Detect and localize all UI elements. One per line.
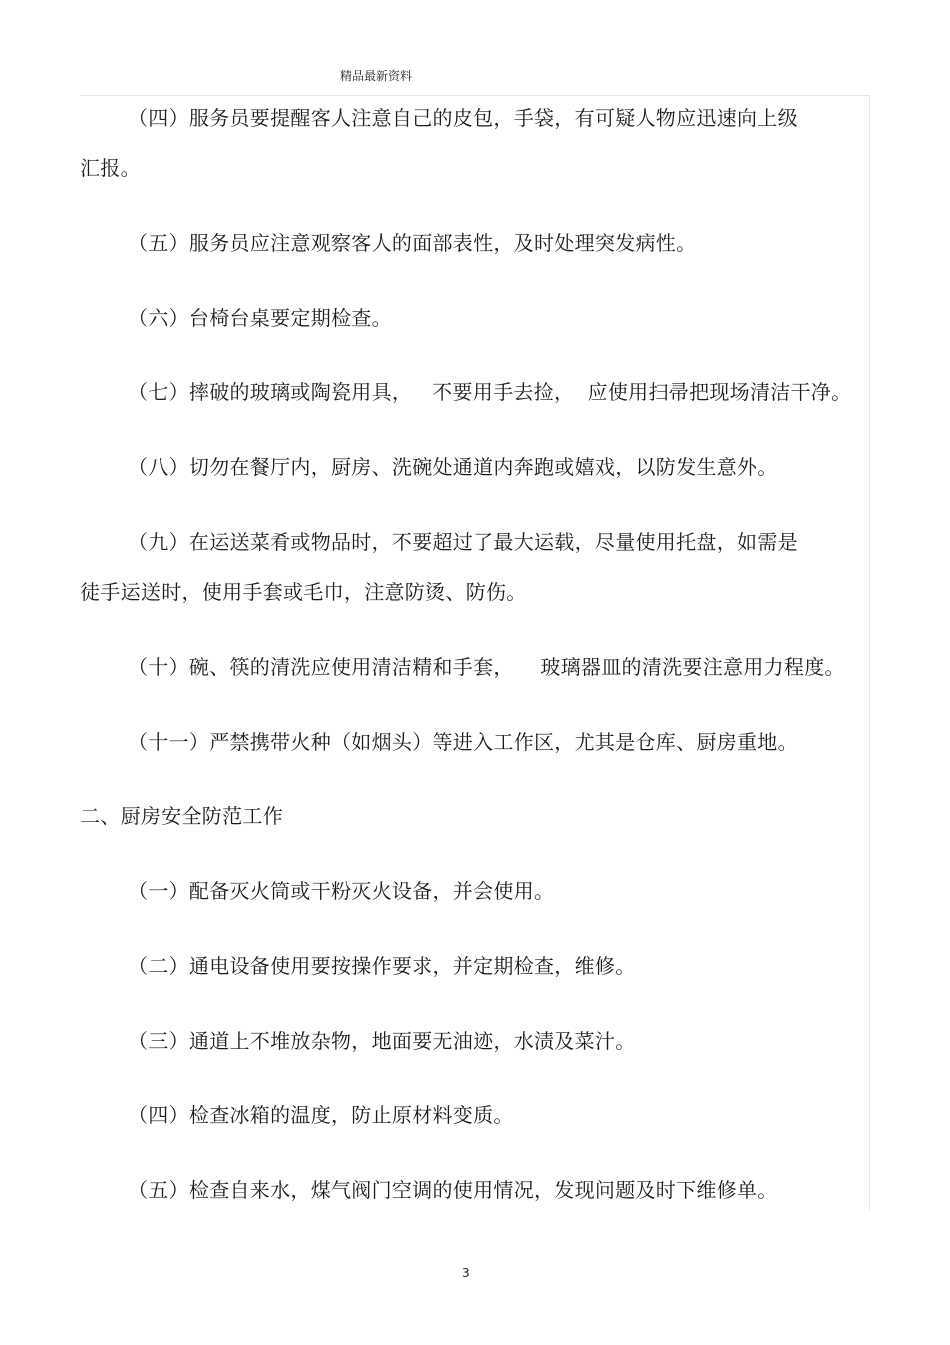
paragraph-7: （七）摔破的玻璃或陶瓷用具， 不要用手去捡， 应使用扫帚把现场清洁干净。 [128, 380, 852, 404]
right-margin-rule [869, 95, 870, 1210]
section-2-item-1: （一）配备灭火筒或干粉灭火设备，并会使用。 [128, 879, 555, 903]
paragraph-11: （十一）严禁携带火种（如烟头）等进入工作区，尤其是仓库、厨房重地。 [128, 730, 798, 754]
paragraph-9-line-2: 徒手运送时，使用手套或毛巾，注意防烫、防伤。 [80, 580, 527, 604]
section-2-item-2: （二）通电设备使用要按操作要求，并定期检查，维修。 [128, 954, 636, 978]
paragraph-6: （六）台椅台桌要定期检查。 [128, 306, 392, 330]
paragraph-4-line-2: 汇报。 [80, 156, 141, 180]
paragraph-8: （八）切勿在餐厅内，厨房、洗碗处通道内奔跑或嬉戏，以防发生意外。 [128, 455, 778, 479]
paragraph-9-line-1: （九）在运送菜肴或物品时，不要超过了最大运载，尽量使用托盘，如需是 [128, 530, 798, 554]
page-header-title: 精品最新资料 [340, 69, 413, 83]
section-2-item-4: （四）检查冰箱的温度，防止原材料变质。 [128, 1103, 514, 1127]
paragraph-10: （十）碗、筷的清洗应使用清洁精和手套， 玻璃器皿的清洗要注意用力程度。 [128, 655, 845, 679]
page-number: 3 [462, 1266, 470, 1280]
header-divider [80, 95, 870, 96]
section-2-item-5: （五）检查自来水，煤气阀门空调的使用情况，发现问题及时下维修单。 [128, 1178, 778, 1202]
section-2-item-3: （三）通道上不堆放杂物，地面要无油迹，水渍及菜汁。 [128, 1029, 636, 1053]
section-2-heading: 二、厨房安全防范工作 [80, 804, 283, 828]
paragraph-5: （五）服务员应注意观察客人的面部表性，及时处理突发病性。 [128, 231, 697, 255]
paragraph-4-line-1: （四）服务员要提醒客人注意自己的皮包，手袋，有可疑人物应迅速向上级 [128, 106, 798, 130]
